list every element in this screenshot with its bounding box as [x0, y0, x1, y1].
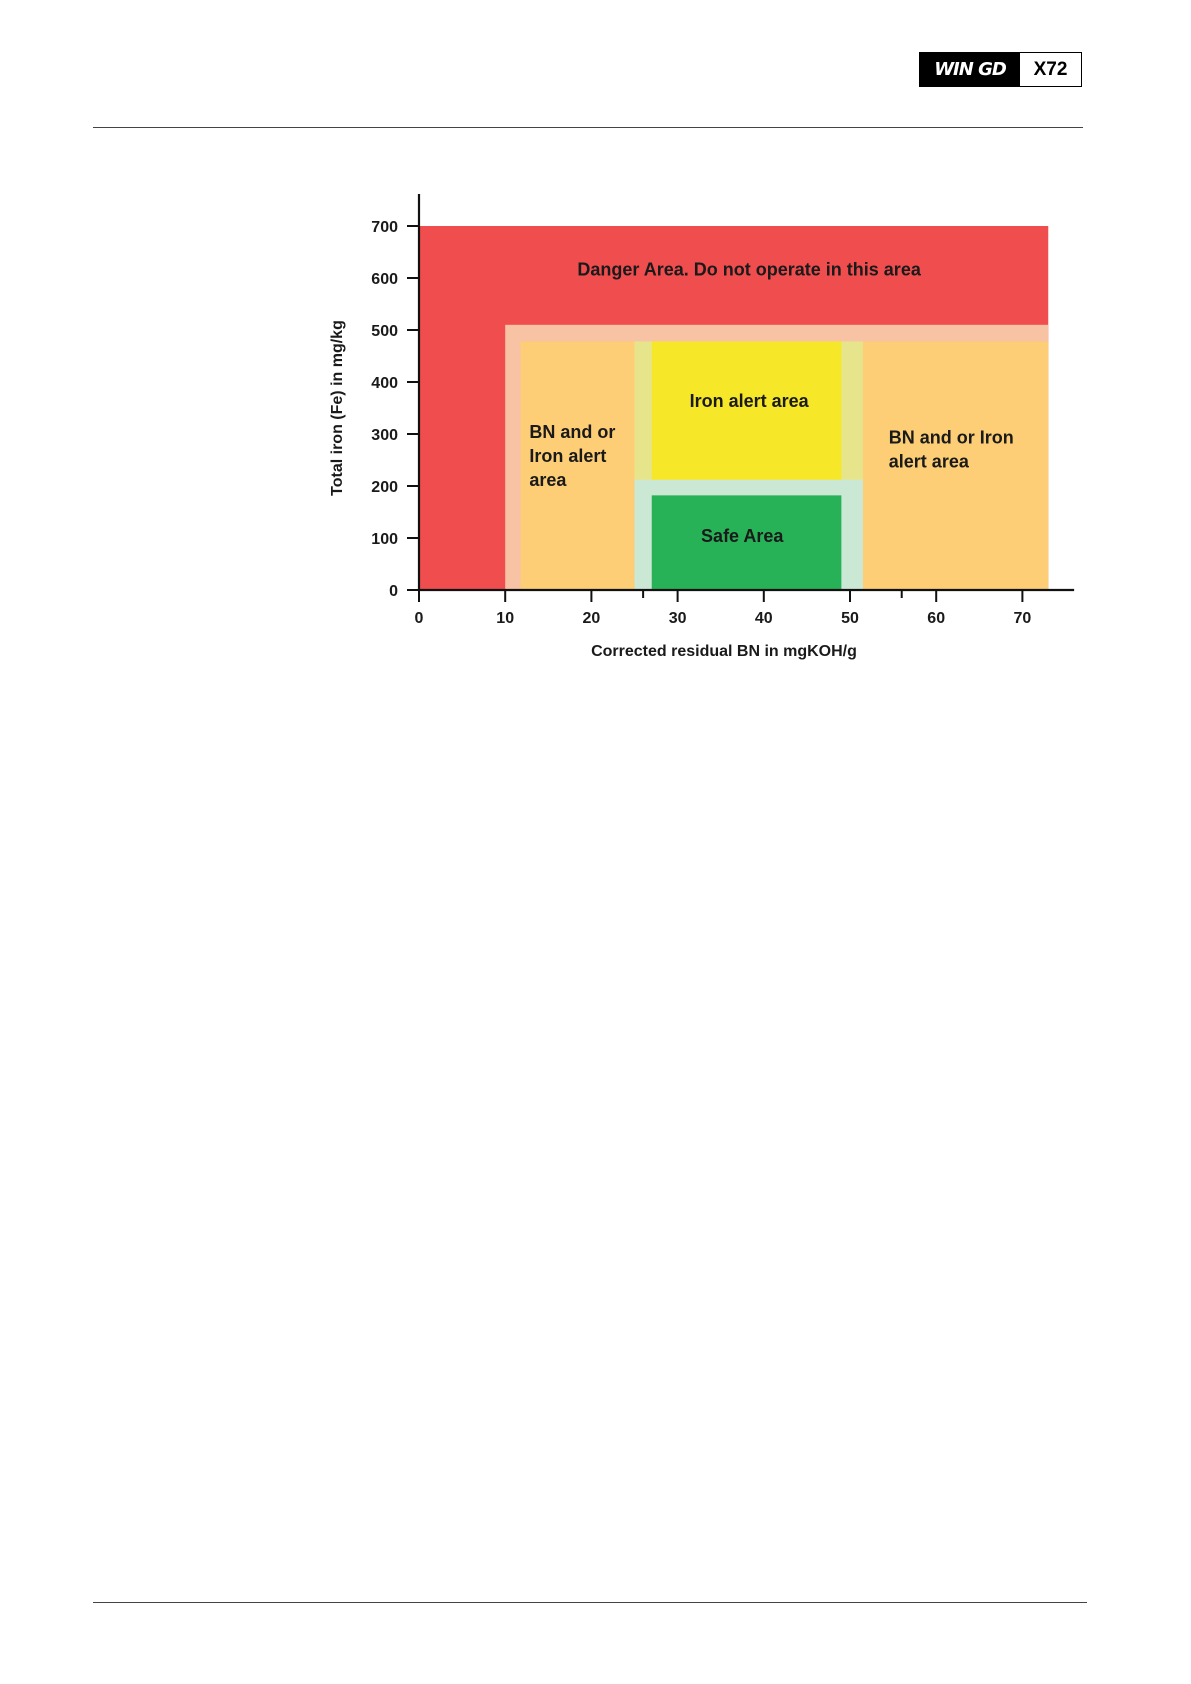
bn-iron-left-label: BN and or Iron alert area: [529, 422, 616, 491]
y-tick-label-500: 500: [371, 323, 398, 340]
y-tick-label-700: 700: [371, 219, 398, 236]
footer-rule: [93, 1602, 1087, 1603]
x-tick-label-70: 70: [1013, 610, 1032, 627]
y-tick-label-400: 400: [371, 375, 398, 392]
y-axis-title: Total iron (Fe) in mg/kg: [329, 320, 346, 496]
x-tick-label-60: 60: [927, 610, 946, 627]
x-tick-label-30: 30: [668, 610, 687, 627]
y-tick-label-600: 600: [371, 271, 398, 288]
danger-label: Danger Area. Do not operate in this area: [577, 259, 921, 280]
x-tick-label-40: 40: [754, 610, 773, 627]
x-tick-label-20: 20: [582, 610, 601, 627]
x-tick-label-10: 10: [496, 610, 515, 627]
x-tick-label-50: 50: [841, 610, 859, 627]
x-tick-label-0: 0: [414, 610, 424, 627]
y-tick-label-200: 200: [371, 479, 398, 496]
y-tick-label-300: 300: [371, 427, 398, 444]
brand-name: WIN GD: [920, 53, 1020, 86]
x-axis-title: Corrected residual BN in mgKOH/g: [591, 643, 857, 660]
iron-alert-label: Iron alert area: [689, 390, 809, 411]
y-tick-label-100: 100: [371, 531, 398, 548]
y-tick-label-0: 0: [389, 583, 398, 600]
bn-iron-right-label: BN and or Iron alert area: [888, 427, 1014, 472]
safe-label: Safe Area: [701, 526, 784, 547]
engine-model: X72: [1033, 58, 1068, 80]
